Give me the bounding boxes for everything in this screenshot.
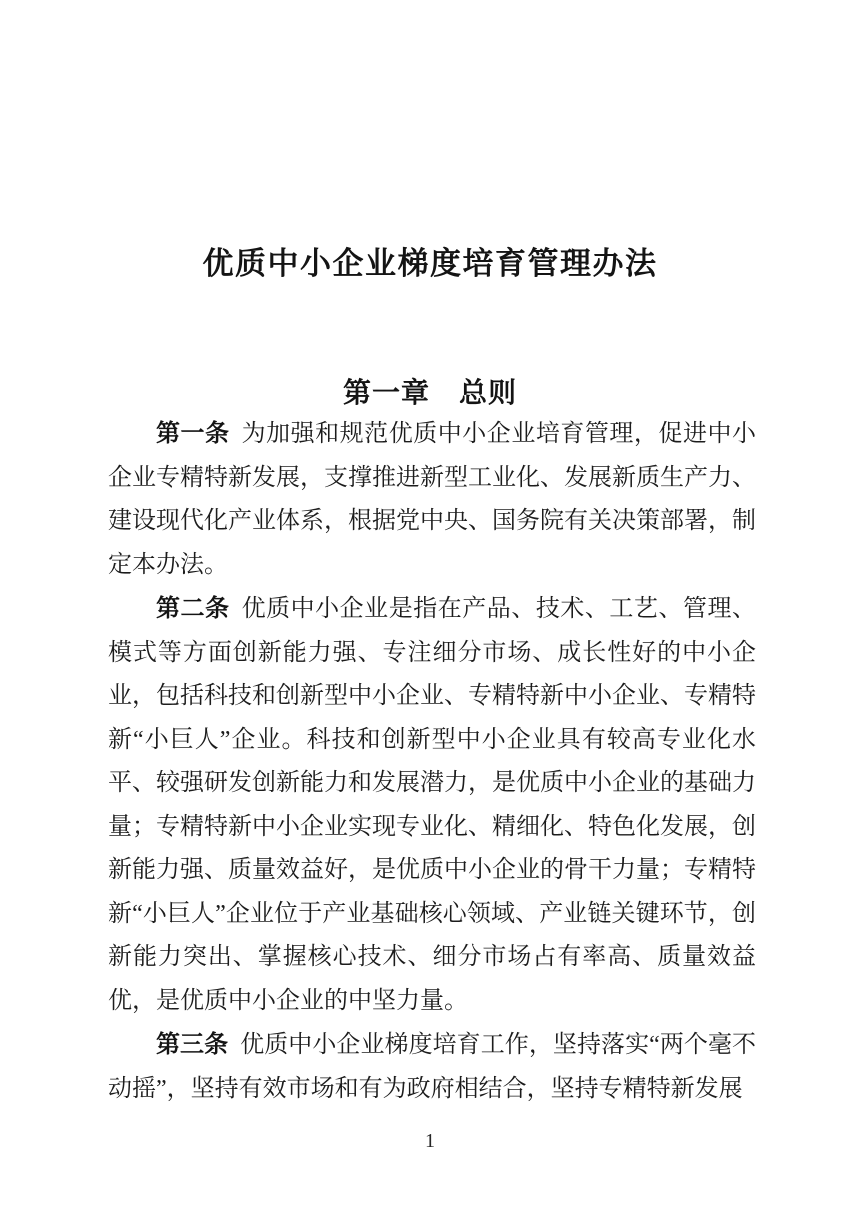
article-1 xyxy=(108,412,756,587)
article-1-text: 为加强和规范优质中小企业培育管理，促进中小企业专精特新发展，支撑推进新型工业化、发展新质生产力、建设现代化产业体系，根据党中央、国务院有关决策部署，制定本办法。 xyxy=(108,421,757,578)
document-title: 优质中小企业梯度培育管理办法 xyxy=(202,246,658,281)
page-number: 1 xyxy=(425,1130,435,1152)
article-2-text: 优质中小企业是指在产品、技术、工艺、管理、模式等方面创新能力强、专注细分市场、成长性好的中小企业，包括科技和创新型中小企业、专精特新中小企业、专精特新“小巨人”企业。科技和创新型中小企业具有较高专业化水平、较强研发创新能力和发展潜力，是优质中小企业的基础力量；专精特新中小企业实现专业化、精细化、特色化发展，创新能力强、质量效益好，是优质中小企业的骨干力量；专精特新“小巨人”企业位于产业基础核心领域、产业链关键环节，创新能力突出、掌握核心技术、细分市场占有率高、质量效益优，是优质中小企业的中坚力量。 xyxy=(108,596,757,1014)
document-body xyxy=(108,412,756,1111)
article-3 xyxy=(108,1023,756,1111)
chapter-heading: 第一章 总则 xyxy=(342,377,517,408)
article-2-label: 第二条 xyxy=(156,595,230,622)
article-3-text: 优质中小企业梯度培育工作，坚持落实“两个毫不动摇”，坚持有效市场和有为政府相结合，坚持专精特新发展 xyxy=(108,1032,756,1102)
article-1-label: 第一条 xyxy=(156,420,230,447)
article-2 xyxy=(108,587,756,1023)
article-3-label: 第三条 xyxy=(156,1031,229,1058)
